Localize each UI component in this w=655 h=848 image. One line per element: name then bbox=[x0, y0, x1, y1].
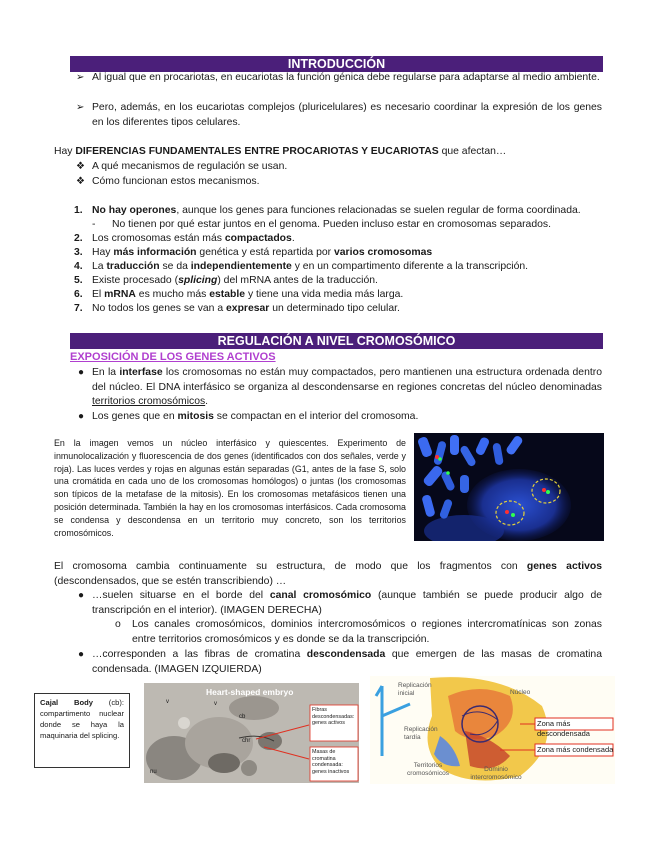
dot-bullet-icon: ● bbox=[78, 590, 85, 601]
channel-bullet: …suelen situarse en el borde del canal cromosómico (aunque también se puede producir algo de transcripción en el interior). (IMAGEN DERECHA) bbox=[92, 590, 603, 616]
intro-header: INTRODUCCIÓN bbox=[70, 56, 603, 72]
em-mark-nu: nu bbox=[150, 769, 157, 775]
diamond-bullet-icon: ❖ bbox=[76, 161, 85, 172]
numbered-item-3: Hay más información genética y está repartida por varios cromosomas bbox=[92, 247, 433, 258]
diamond-bullet-icon: ❖ bbox=[76, 176, 85, 187]
regulation-header: REGULACIÓN A NIVEL CROMOSÓMICO bbox=[70, 333, 603, 349]
number-1: 1. bbox=[74, 205, 83, 216]
arrow-bullet-icon: ➢ bbox=[76, 102, 85, 113]
differences-line: Hay DIFERENCIAS FUNDAMENTALES ENTRE PROCARIOTAS Y EUCARIOTAS que afectan… bbox=[54, 146, 507, 157]
em-mark-v: v bbox=[214, 701, 217, 707]
arrow-bullet-icon: ➢ bbox=[76, 72, 85, 83]
dot-bullet-icon: ● bbox=[78, 411, 85, 422]
nucleus-diagram bbox=[370, 676, 615, 784]
dot-bullet-icon: ● bbox=[78, 649, 85, 660]
label-early-replication: Replicación inicial bbox=[398, 682, 432, 697]
number-2: 2. bbox=[74, 233, 83, 244]
em-mark-chr: chr bbox=[242, 738, 251, 744]
fiber-bullet: …corresponden a las fibras de cromatina descondensada que emergen de las masas de cromatina condensada. (IMAGEN IZQUIERDA) bbox=[92, 649, 602, 675]
numbered-item-1: No hay operones, aunque los genes para funciones relacionadas se suelen regular de forma coordinada. bbox=[92, 205, 581, 216]
numbered-sub-1: No tienen por qué estar juntos en el genoma. Pueden incluso estar en cromosomas separados. bbox=[112, 219, 551, 230]
label-chromosome-territories: Territorios cromosómicos bbox=[407, 762, 449, 777]
box-most-condensed: Zona más condensada bbox=[537, 745, 614, 754]
em-title: Heart-shaped embryo bbox=[206, 687, 294, 697]
number-6: 6. bbox=[74, 289, 83, 300]
interphase-bullet: En la interfase los cromosomas no están muy compactados, pero mantienen una estructura ordenada dentro del núcleo. El DNA interfásico se organiza al descondensarse en regiones concretas del núcleo denominadas territorios cromosómicos. bbox=[92, 367, 602, 407]
mitosis-bullet: Los genes que en mitosis se compactan en el interior del cromosoma. bbox=[92, 411, 419, 422]
number-3: 3. bbox=[74, 247, 83, 258]
numbered-item-2: Los cromosomas están más compactados. bbox=[92, 233, 295, 244]
label-interchromosomal-domain: Dominio intercromosómico bbox=[470, 766, 522, 781]
fluorescence-image bbox=[414, 433, 604, 541]
structure-change-paragraph: El cromosoma cambia continuamente su estructura, de modo que los fragmentos con genes activos (descondensados, que se estén transcribiendo) … bbox=[54, 561, 602, 587]
active-genes-subtitle: EXPOSICIÓN DE LOS GENES ACTIVOS bbox=[70, 351, 276, 363]
em-label-condensed: Masas de cromatina condensada: genes inactivos bbox=[312, 749, 350, 775]
em-mark-v: v bbox=[166, 699, 169, 705]
intro-bullet-1: Al igual que en procariotas, en eucariotas la función génica debe regularse para adaptarse al medio ambiente. bbox=[92, 72, 600, 83]
number-7: 7. bbox=[74, 303, 83, 314]
number-4: 4. bbox=[74, 261, 83, 272]
diamond-item-2: Cómo funcionan estos mecanismos. bbox=[92, 176, 260, 187]
em-figure bbox=[144, 683, 359, 783]
box-most-decondensed: Zona más descondensada bbox=[537, 719, 590, 738]
label-late-replication: Replicación tardía bbox=[404, 726, 438, 741]
diamond-item-1: A qué mecanismos de regulación se usan. bbox=[92, 161, 288, 172]
numbered-item-6: El mRNA es mucho más estable y tiene una vida media más larga. bbox=[92, 289, 404, 300]
label-nucleus: Núcleo bbox=[510, 689, 531, 696]
cajal-body-note: Cajal Body (cb): compartimento nuclear donde se haya la maquinaria del splicing. bbox=[34, 693, 130, 768]
dot-bullet-icon: ● bbox=[78, 367, 85, 378]
numbered-item-5: Existe procesado (splicing) del mRNA antes de la traducción. bbox=[92, 275, 378, 286]
sub-bullet-marker: o bbox=[115, 619, 121, 630]
channel-sub-bullet: Los canales cromosómicos, dominios intercromosómicos o regiones intercromatínicas son zonas entre territorios cromosómicos y es donde se da la transcripción. bbox=[132, 619, 602, 645]
sub-dash: - bbox=[92, 219, 96, 230]
fluorescence-caption: En la imagen vemos un núcleo interfásico y quiescentes. Experimento de inmunolocalización y fluorescencia de dos genes (identificados con dos señales, verde y roja). Las luces verdes y rojas en algunas están separadas (G1, antes de la fase S, solo una cromátida en cada uno de los cromosomas homólogos) o juntas (los cromosomas son típicos de la metafase de la mitosis). En los cromosomas metafásicos tienen una posición determinada. También la hay en los cromosomas interfásicos. Cada cromosoma se condensa y descondensa en un territorio muy concreto, son los territorios cromosómicos. bbox=[54, 438, 406, 538]
intro-bullet-2: Pero, además, en los eucariotas complejos (pluricelulares) es necesario coordinar la expresión de los genes en los diferentes tipos celulares. bbox=[92, 102, 602, 128]
em-mark-cb: cb bbox=[239, 714, 246, 720]
numbered-item-7: No todos los genes se van a expresar un determinado tipo celular. bbox=[92, 303, 400, 314]
numbered-item-4: La traducción se da independientemente y en un compartimento diferente a la transcripción. bbox=[92, 261, 529, 272]
em-label-descondensed: Fibras descondensadas: genes activos bbox=[312, 707, 355, 727]
number-5: 5. bbox=[74, 275, 83, 286]
